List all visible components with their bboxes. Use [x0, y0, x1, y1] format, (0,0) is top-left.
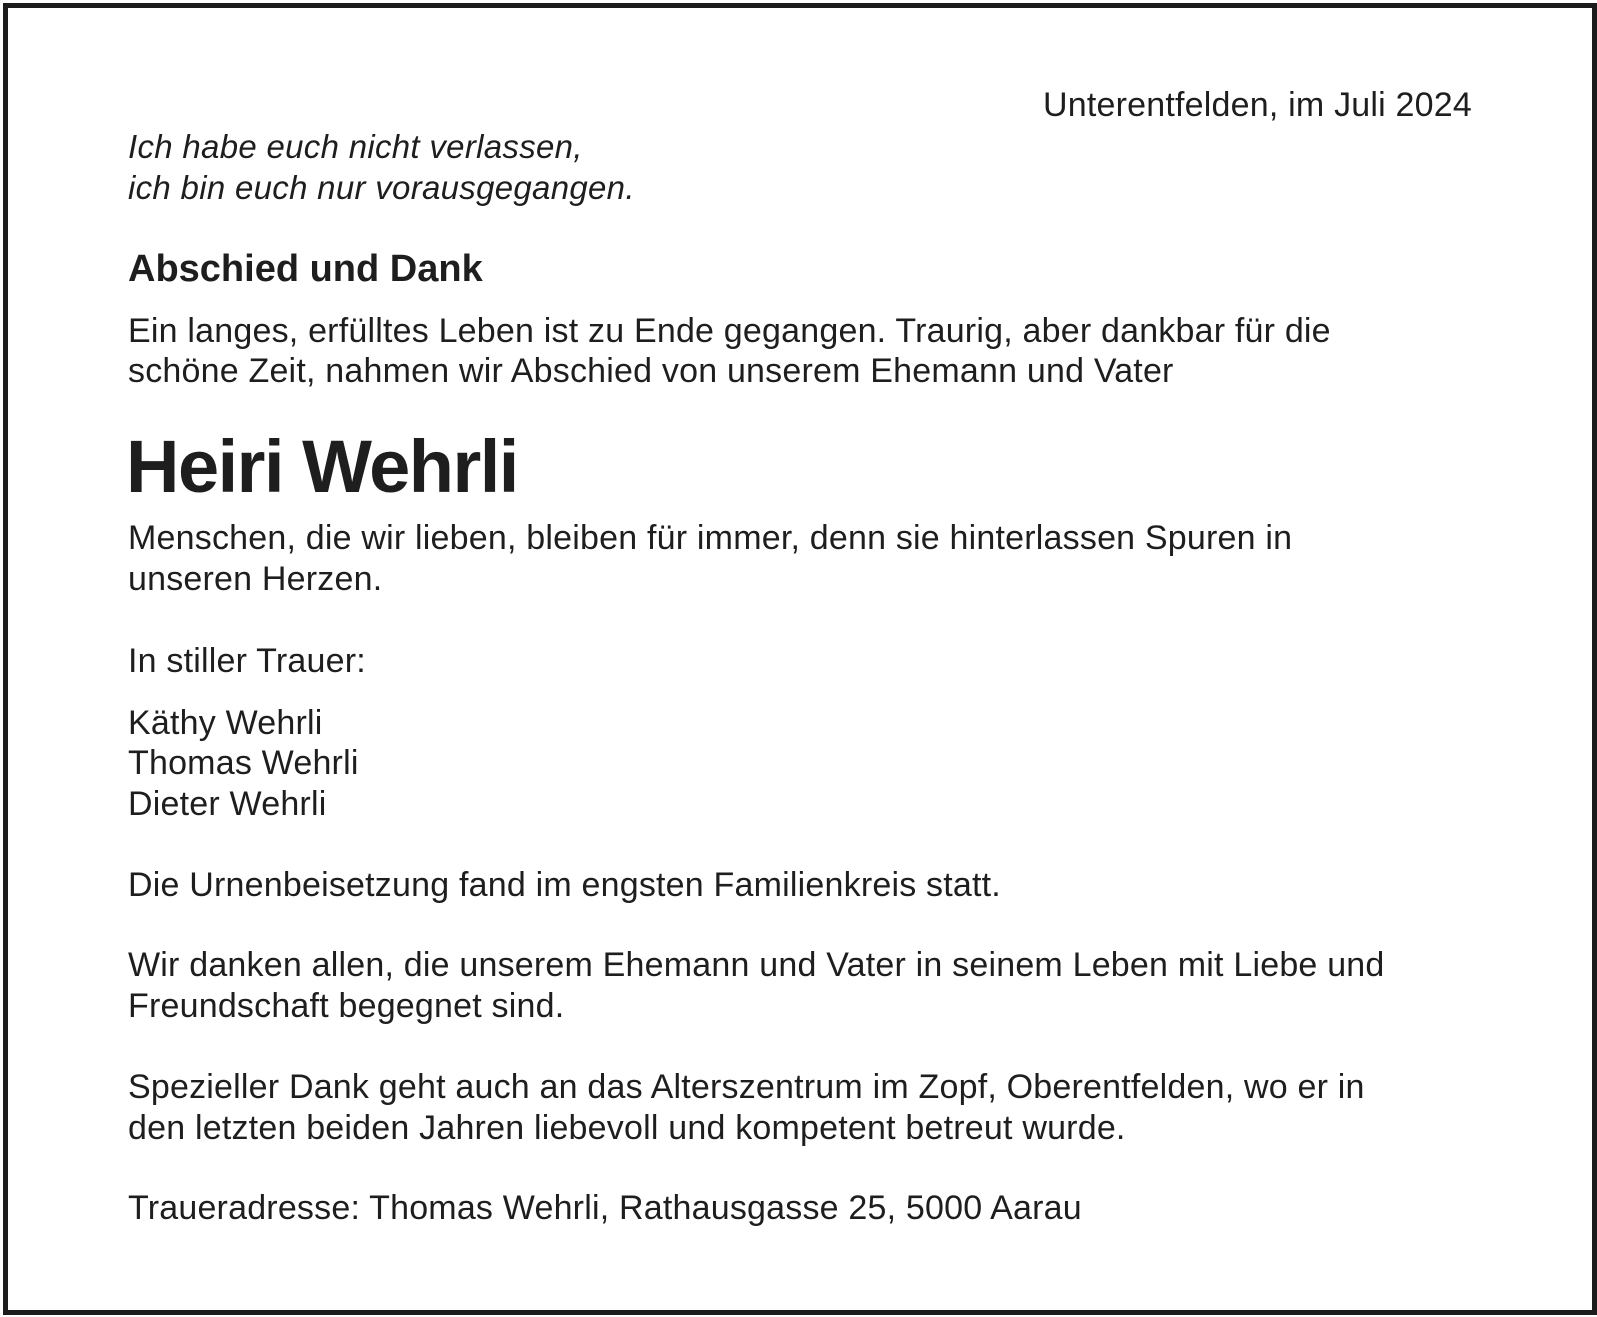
mourner-name: Dieter Wehrli — [128, 785, 327, 823]
special-thanks-line: den letzten beiden Jahren liebevoll und kompetent betreut wurde. — [128, 1109, 1126, 1147]
deceased-name: Heiri Wehrli — [126, 425, 518, 508]
intro-line: schöne Zeit, nahmen wir Abschied von unserem Ehemann und Vater — [128, 352, 1174, 390]
mourner-name: Käthy Wehrli — [128, 704, 323, 742]
burial-note: Die Urnenbeisetzung fand im engsten Familienkreis statt. — [128, 866, 1001, 904]
heading: Abschied und Dank — [128, 248, 483, 290]
thanks-line: Wir danken allen, die unserem Ehemann und Vater in seinem Leben mit Liebe und — [128, 946, 1385, 984]
thanks-line: Freundschaft begegnet sind. — [128, 987, 565, 1025]
obituary-frame — [3, 3, 1597, 1315]
mourning-label: In stiller Trauer: — [128, 642, 366, 680]
special-thanks-line: Spezieller Dank geht auch an das Alterszentrum im Zopf, Oberentfelden, wo er in — [128, 1068, 1365, 1106]
intro-line: Ein langes, erfülltes Leben ist zu Ende gegangen. Traurig, aber dankbar für die — [128, 312, 1331, 350]
motto-line: Ich habe euch nicht verlassen, — [128, 128, 583, 165]
mourner-name: Thomas Wehrli — [128, 744, 359, 782]
motto-line: ich bin euch nur vorausgegangen. — [128, 169, 635, 206]
quote-line: unseren Herzen. — [128, 560, 383, 598]
mourning-address: Traueradresse: Thomas Wehrli, Rathausgasse 25, 5000 Aarau — [128, 1189, 1082, 1227]
quote-line: Menschen, die wir lieben, bleiben für immer, denn sie hinterlassen Spuren in — [128, 519, 1293, 557]
place-date: Unterentfelden, im Juli 2024 — [1043, 86, 1472, 124]
